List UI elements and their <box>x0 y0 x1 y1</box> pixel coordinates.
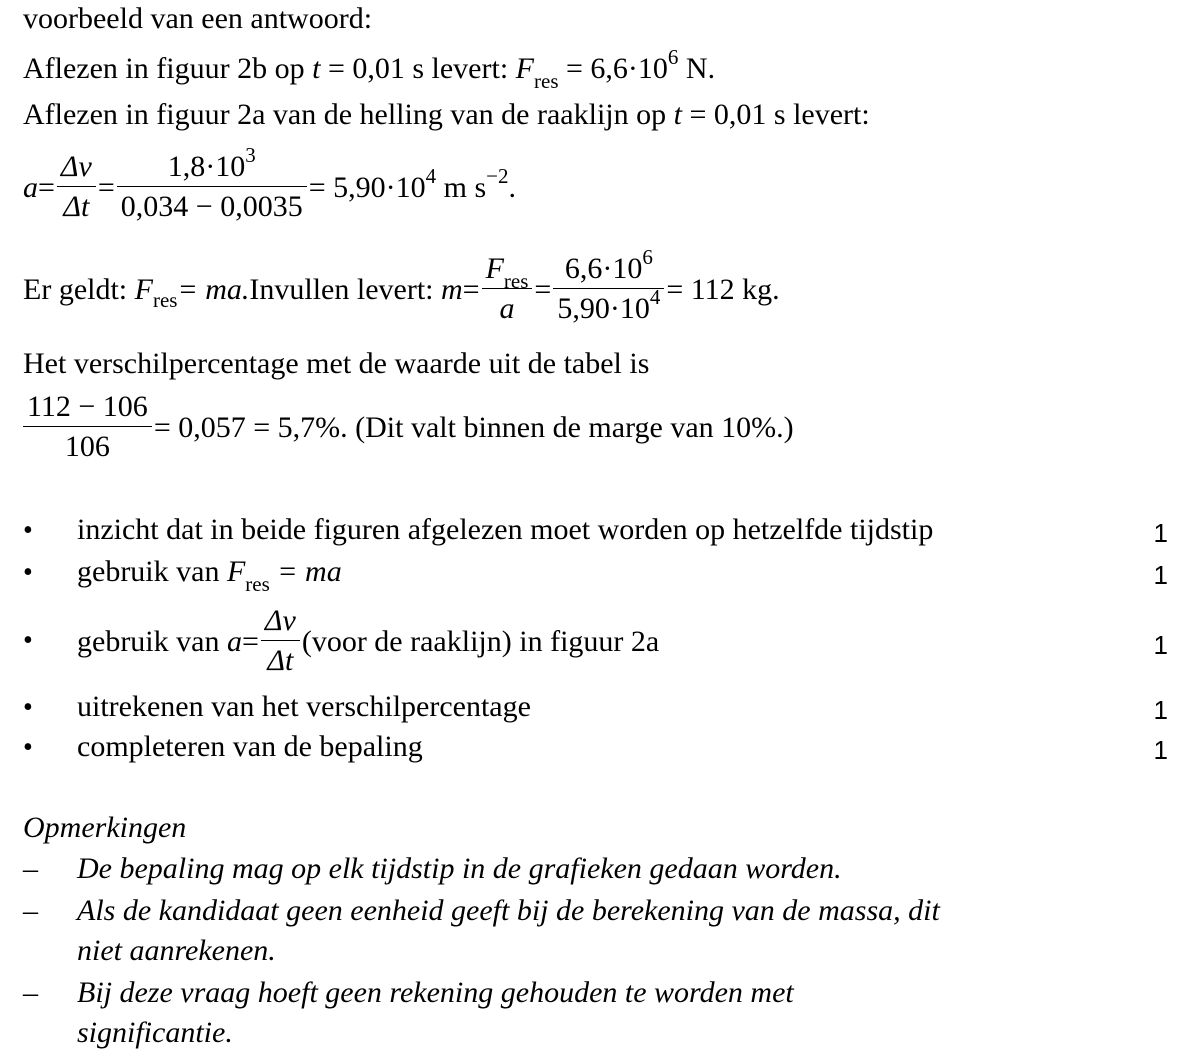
step1-F-var: F <box>515 52 534 85</box>
accel-equation <box>23 143 516 227</box>
bullet-3-prefix: gebruik van <box>77 624 220 658</box>
bullet-2-score: 1 <box>1153 560 1168 590</box>
bullet-symbol: • <box>23 625 33 656</box>
remark-3-line1: Bij deze vraag hoeft geen rekening gehouden te worden met <box>77 976 794 1009</box>
bullet-2-suffix: = ma <box>269 555 342 588</box>
step2-suffix: levert: <box>785 98 870 131</box>
step1-F-exp: 6 <box>667 45 679 69</box>
step1-F-sub: res <box>534 69 559 93</box>
bullet-symbol: • <box>23 557 33 588</box>
bullet-5-score: 1 <box>1153 735 1168 765</box>
perc-num: 112 − 106 <box>27 390 148 423</box>
remark-2-line1: Als de kandidaat geen eenheid geeft bij de berekening van de massa, dit <box>77 894 940 927</box>
mass-F-a-fraction <box>482 250 533 329</box>
remarks-heading: Opmerkingen <box>23 811 187 844</box>
remark-dash: – <box>23 852 38 885</box>
step1-t-value: = 0,01 s <box>320 52 425 85</box>
remark-dash: – <box>23 894 38 927</box>
remark-3-line2: significantie. <box>77 1016 233 1049</box>
bullet-2-sub: res <box>245 572 270 596</box>
accel-res-exp: 4 <box>425 163 437 188</box>
mass-m-var: m <box>441 272 463 306</box>
mass-frac2-den-base: 5,90·10 <box>557 292 650 325</box>
mass-frac2-num-base: 6,6·10 <box>564 252 643 285</box>
bullet-1-text: inzicht dat in beide figuren afgelezen moet worden op hetzelfde tijdstip <box>77 513 934 546</box>
accel-value-fraction <box>117 143 307 227</box>
accel-num-base: 1,8·10 <box>167 150 246 183</box>
bullet-3-text <box>77 602 659 681</box>
mass-value-fraction <box>553 245 664 329</box>
mass-equation: Er geldt: F $_{res}$ = ma. Invullen levert: m = $\frac{F_{res}}{a}$ = $\frac{6,6\cdot 10^6}{5,90\cdot 10^4}$ = 112 kg. <box>23 250 780 329</box>
accel-dv-dt-fraction <box>57 148 96 227</box>
mass-frac1-num <box>482 250 533 293</box>
remark-1-line1: De bepaling mag op elk tijdstip in de grafieken gedaan worden. <box>77 852 842 885</box>
mass-ma: = ma. <box>177 272 250 306</box>
perc-equation <box>23 388 794 467</box>
bullet-3-suffix: (voor de raaklijn) in figuur 2a <box>301 624 660 658</box>
mass-mid: Invullen levert: <box>249 272 434 306</box>
accel-unit: m s <box>436 170 487 204</box>
step1-line <box>23 45 716 93</box>
accel-eq3: = 5,90·10 <box>308 170 426 204</box>
bullet-3-score: 1 <box>1153 630 1168 660</box>
bullet-3-a: a <box>226 624 242 658</box>
bullet-4-score: 1 <box>1153 695 1168 725</box>
mass-eq1: = <box>462 272 480 306</box>
accel-num-exp: 3 <box>245 143 256 167</box>
bullet-4-text: uitrekenen van het verschilpercentage <box>77 690 531 723</box>
mass-eq2: = <box>534 272 552 306</box>
step1-t-var: t <box>312 52 321 85</box>
remark-dash: – <box>23 976 38 1009</box>
accel-dt: Δt <box>63 190 90 223</box>
remark-2-line2: niet aanrekenen. <box>77 934 276 967</box>
accel-unit-exp: −2 <box>486 163 509 188</box>
bullet-2-prefix: gebruik van <box>77 555 227 588</box>
bullet-2-text <box>77 555 342 596</box>
mass-frac2-num-exp: 6 <box>642 245 653 269</box>
bullet-1-score: 1 <box>1153 518 1168 548</box>
bullet-symbol: • <box>23 692 33 723</box>
step1-prefix: Aflezen in figuur 2b op <box>23 52 305 85</box>
bullet-symbol: • <box>23 732 33 763</box>
mass-F-var: F <box>134 272 153 306</box>
step2-line <box>23 98 870 132</box>
accel-lhs: a <box>23 170 38 204</box>
mass-result: = 112 kg. <box>666 272 780 306</box>
bullet-3-eq: = <box>241 624 259 658</box>
accel-numerator <box>164 143 260 186</box>
mass-frac1-den: a <box>499 292 515 325</box>
step2-prefix: Aflezen in figuur 2a van de helling van de raaklijn op <box>23 98 667 131</box>
bullet-2-F: F <box>226 555 246 588</box>
mass-prefix: Er geldt: <box>23 272 128 306</box>
bullet-3-dv: Δv <box>264 604 296 637</box>
accel-denominator: 0,034 − 0,0035 <box>120 190 303 223</box>
perc-fraction <box>23 388 152 467</box>
accel-dv: Δv <box>60 150 92 183</box>
intro-text: voorbeeld van een antwoord: <box>23 2 373 35</box>
mass-frac1-F: F <box>485 252 504 285</box>
perc-result: = 0,057 = 5,7%. (Dit valt binnen de marge van 10%.) <box>153 410 794 444</box>
step1-mid: levert: <box>424 52 516 85</box>
bullet-symbol: • <box>23 515 33 546</box>
mass-frac1-sub: res <box>503 269 529 293</box>
step1-unit: N. <box>678 52 716 85</box>
bullet-3-fraction <box>261 602 300 681</box>
accel-eq1: = <box>38 170 55 204</box>
accel-result <box>308 163 516 205</box>
step2-t-value: = 0,01 s <box>681 98 786 131</box>
perc-den: 106 <box>64 430 110 463</box>
mass-frac2-den-exp: 4 <box>649 285 661 309</box>
bullet-5-text: completeren van de bepaling <box>77 730 423 763</box>
perc-intro: Het verschilpercentage met de waarde uit de tabel is <box>23 347 650 380</box>
bullet-3-dt: Δt <box>267 644 294 677</box>
accel-eq2: = <box>97 170 115 204</box>
mass-frac2-num <box>561 245 657 288</box>
accel-end: . <box>508 170 516 204</box>
step1-F-value: = 6,6·10 <box>558 52 668 85</box>
step2-t-var: t <box>673 98 682 131</box>
mass-frac2-den <box>553 285 664 329</box>
